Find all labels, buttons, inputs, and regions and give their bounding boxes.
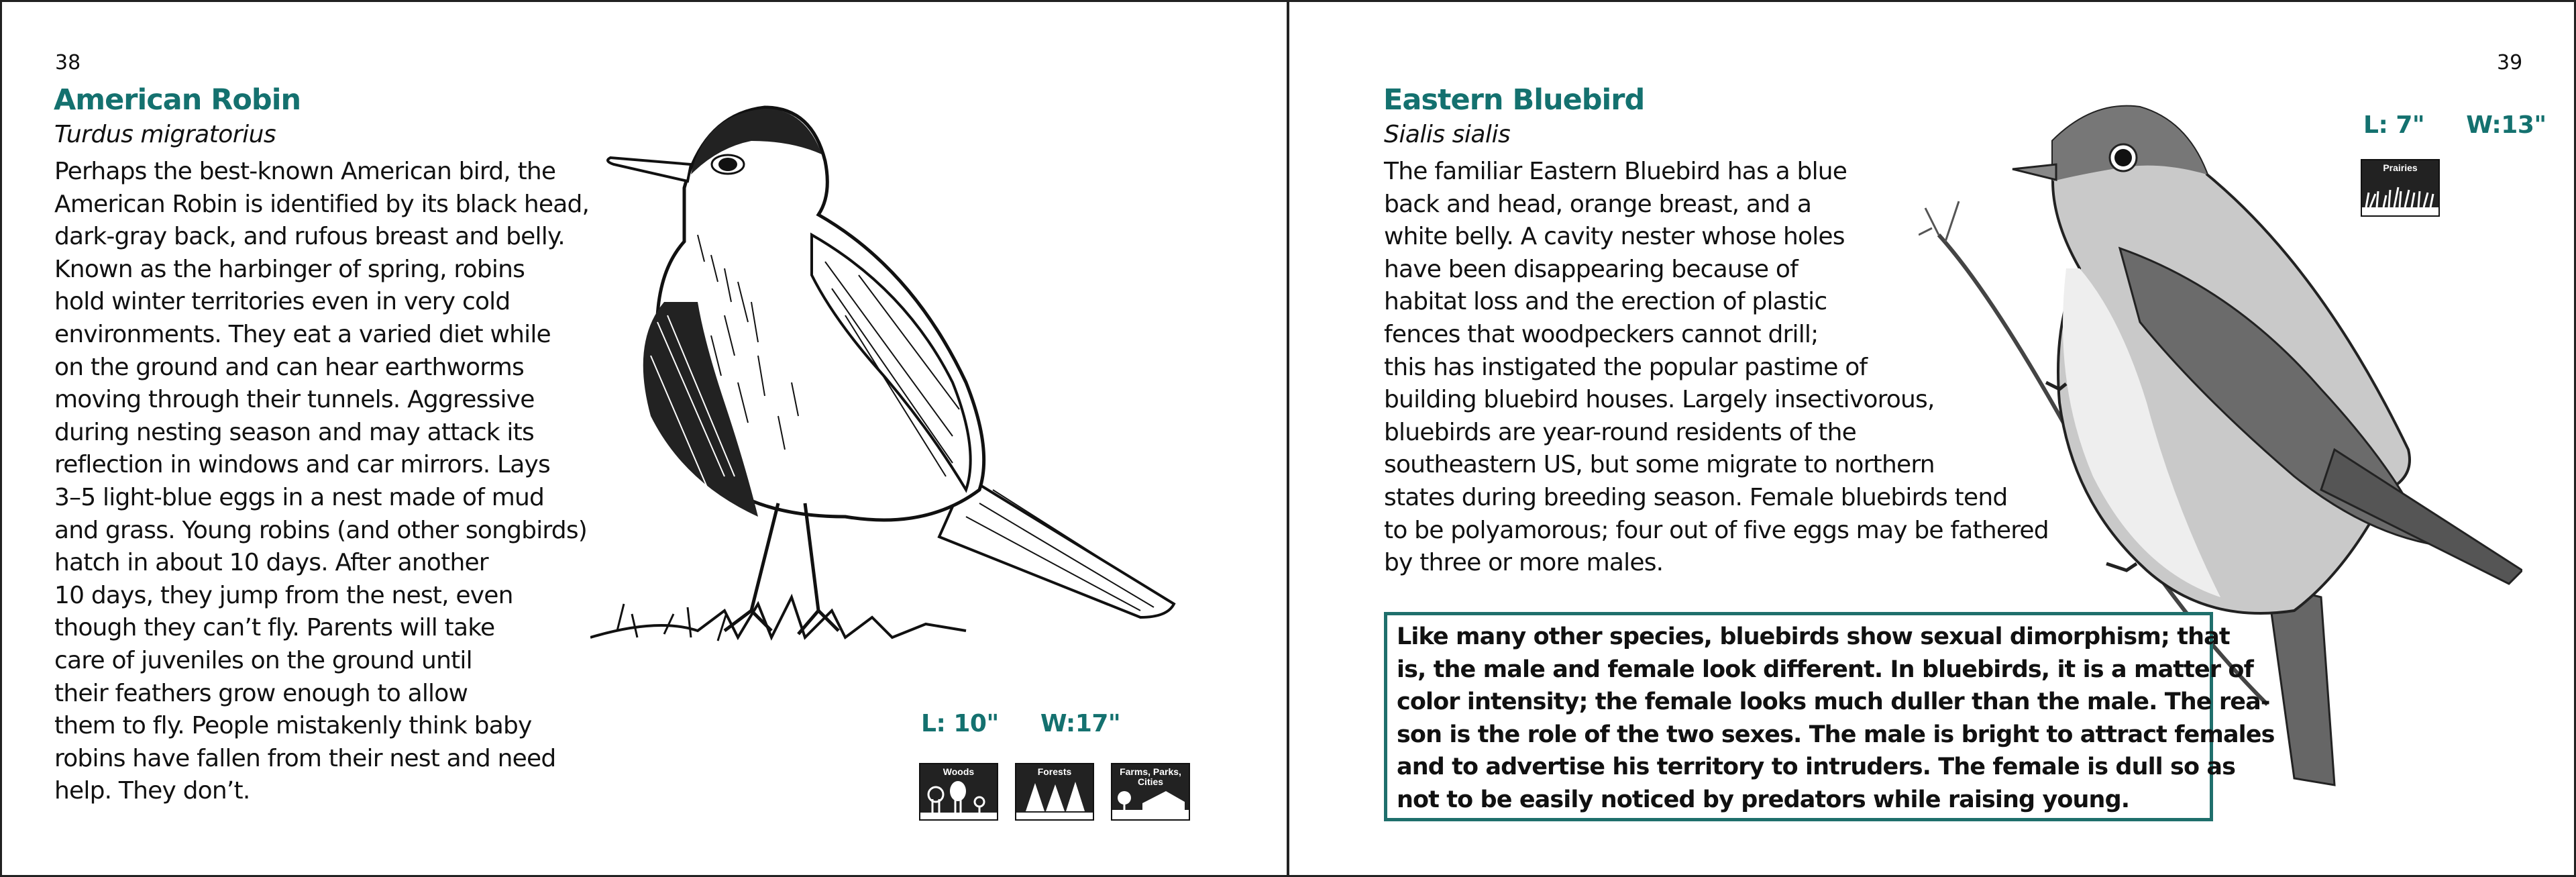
species-description <box>54 156 589 808</box>
description-line: them to fly. People mistakenly think baby <box>54 712 532 740</box>
farms-parks-cities-icon <box>1112 764 1189 819</box>
sexual-dimorphism-callout <box>1384 612 2275 821</box>
description-line: back and head, orange breast, and a <box>1384 190 1812 218</box>
length-value: L: 10" <box>921 710 999 737</box>
species-title: Eastern Bluebird <box>1383 83 1645 117</box>
description-line: Known as the harbinger of spring, robins <box>54 255 525 283</box>
page-number: 39 <box>2497 51 2523 74</box>
description-line: care of juveniles on the ground until <box>54 646 472 674</box>
scientific-name: Sialis sialis <box>1384 121 1511 148</box>
description-line: to be polyamorous; four out of five eggs may be fathered <box>1384 516 2049 544</box>
species-title: American Robin <box>54 83 301 117</box>
description-line: habitat loss and the erection of plastic <box>1384 288 1827 316</box>
prairies-icon <box>2362 160 2438 215</box>
description-line: fences that woodpeckers cannot drill; <box>1384 320 1819 348</box>
wingspan-value: W:17" <box>1040 710 1121 737</box>
description-line: and grass. Young robins (and other songbirds) <box>54 516 588 544</box>
habitat-label: Forests <box>1037 766 1072 777</box>
description-line: southeastern US, but some migrate to northern <box>1384 451 1935 479</box>
description-line: 10 days, they jump from the nest, even <box>54 581 513 609</box>
description-line: environments. They eat a varied diet while <box>54 320 551 348</box>
callout-line: Like many other species, bluebirds show sexual dimorphism; that <box>1397 623 2230 650</box>
description-line: 3–5 light-blue eggs in a nest made of mud <box>54 483 545 511</box>
size-measurements <box>921 710 1120 737</box>
description-line: have been disappearing because of <box>1384 255 1798 283</box>
right-page <box>1289 0 2576 877</box>
description-line: Perhaps the best-known American bird, the <box>54 158 556 185</box>
description-line: building bluebird houses. Largely insectivorous, <box>1384 386 1935 414</box>
description-line: bluebirds are year-round residents of the <box>1384 418 1856 446</box>
habitat-badge-forests <box>1015 763 1094 821</box>
description-line: on the ground and can hear earthworms <box>54 353 524 381</box>
description-line: states during breeding season. Female bluebirds tend <box>1384 483 2008 511</box>
description-line: during nesting season and may attack its <box>54 418 534 446</box>
description-line: hold winter territories even in very cold <box>54 288 511 316</box>
callout-line: son is the role of the two sexes. The male is bright to attract females <box>1397 721 2275 748</box>
description-line: though they can’t fly. Parents will take <box>54 614 495 642</box>
description-line: this has instigated the popular pastime of <box>1384 353 1868 381</box>
callout-line: not to be easily noticed by predators while raising young. <box>1397 786 2130 813</box>
description-line: help. They don’t. <box>54 777 250 805</box>
habitat-badge-farms-parks-cities <box>1111 763 1190 821</box>
habitat-badge-woods <box>919 763 998 821</box>
forests-icon <box>1016 764 1093 819</box>
description-line: The familiar Eastern Bluebird has a blue <box>1384 158 1847 185</box>
habitat-label: Woods <box>943 766 975 777</box>
description-line: moving through their tunnels. Aggressive <box>54 386 535 414</box>
habitat-badge-prairies <box>2361 159 2440 217</box>
left-page <box>0 0 1287 877</box>
habitat-label: Prairies <box>2383 162 2418 173</box>
american-robin-illustration <box>590 101 1194 671</box>
description-line: white belly. A cavity nester whose holes <box>1384 223 1845 251</box>
length-value: L: 7" <box>2363 111 2425 139</box>
habitat-label: Farms, Parks, Cities <box>1120 766 1181 787</box>
description-line: robins have fallen from their nest and need <box>54 744 556 772</box>
description-line: American Robin is identified by its black head, <box>54 190 590 218</box>
scientific-name: Turdus migratorius <box>54 121 276 148</box>
description-line: dark-gray back, and rufous breast and belly. <box>54 223 565 251</box>
description-line: their feathers grow enough to allow <box>54 679 468 707</box>
woods-icon <box>920 764 997 819</box>
callout-line: is, the male and female look different. In bluebirds, it is a matter of <box>1397 656 2253 683</box>
callout-line: and to advertise his territory to intruders. The female is dull so as <box>1397 754 2236 780</box>
description-line: by three or more males. <box>1384 549 1664 577</box>
page-number: 38 <box>55 51 81 74</box>
description-line: hatch in about 10 days. After another <box>54 549 488 577</box>
size-measurements <box>2363 111 2546 139</box>
wingspan-value: W:13" <box>2466 111 2546 139</box>
callout-line: color intensity; the female looks much duller than the male. The rea- <box>1397 688 2270 715</box>
description-line: reflection in windows and car mirrors. Lays <box>54 451 550 479</box>
